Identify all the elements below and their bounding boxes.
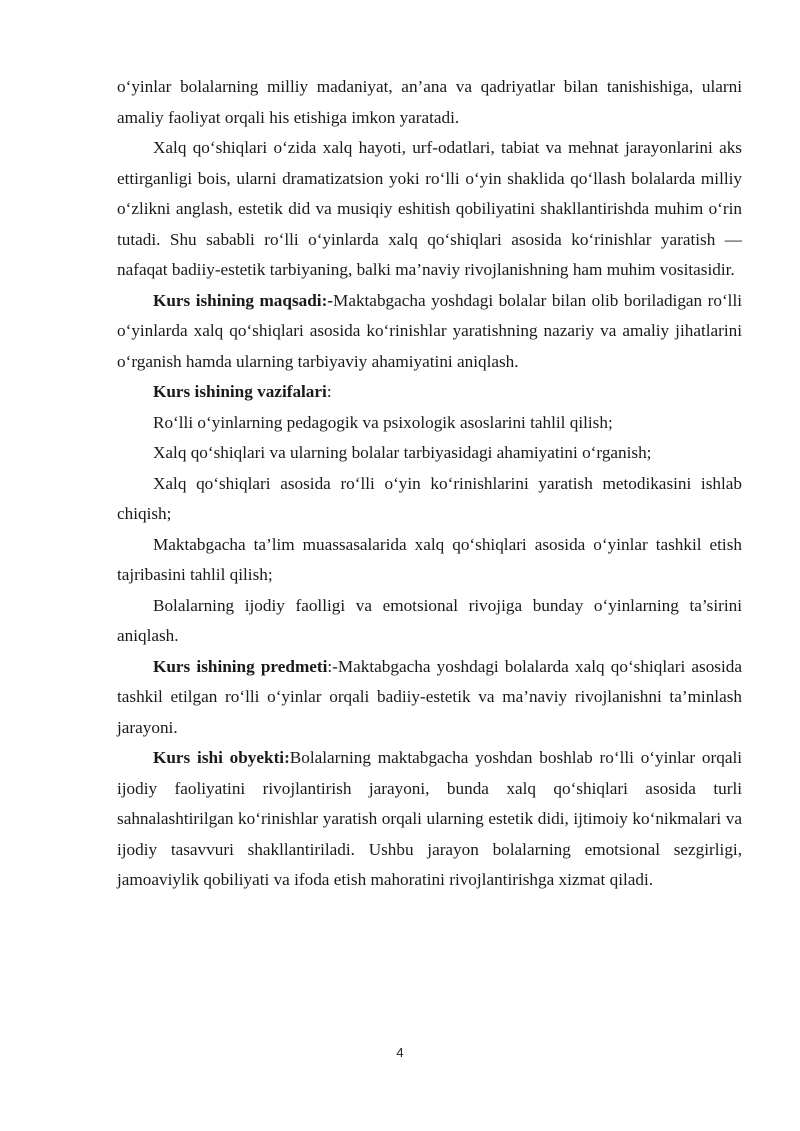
subject-heading: Kurs ishining predmeti <box>153 656 328 676</box>
task-item: Maktabgacha ta’lim muassasalarida xalq qo‘shiqlari asosida o‘yinlar tashkil etish tajribasini tahlil qilish; <box>117 534 742 584</box>
paragraph-goal <box>117 286 742 378</box>
page-number: 4 <box>396 1045 404 1060</box>
paragraph-object <box>117 743 742 896</box>
tasks-heading-colon: : <box>326 382 332 401</box>
paragraph-intro-continued: o‘yinlar bolalarning milliy madaniyat, an’ana va qadriyatlar bilan tanishishiga, ularni amaliy faoliyat orqali his etishiga imkon yaratadi. <box>117 77 742 127</box>
goal-heading: Kurs ishining maqsadi:- <box>153 290 334 310</box>
goal-text: Maktabgacha yoshdagi bolalar bilan olib boriladigan ro‘lli o‘yinlarda xalq qo‘shiqlari asosida ko‘rinishlar yaratishning nazariy va amaliy jihatlarini o‘rganish hamda ularning tarbiyaviy ahamiyatini aniqlash. <box>117 290 742 371</box>
page-body <box>117 72 742 896</box>
object-heading: Kurs ishi obyekti: <box>153 748 290 767</box>
task-item: Xalq qo‘shiqlari asosida ro‘lli o‘yin ko‘rinishlarini yaratish metodikasini ishlab chiqish; <box>117 473 742 523</box>
subject-text: :-Maktabgacha yoshdagi bolalarda xalq qo‘shiqlari asosida tashkil etilgan ro‘lli o‘yinlar orqali badiiy-estetik va ma’naviy rivojlanishni ta’minlash jarayoni. <box>117 656 742 737</box>
paragraph-tasks-heading <box>117 377 742 408</box>
tasks-heading: Kurs ishining vazifalari <box>153 382 327 401</box>
task-item: Xalq qo‘shiqlari va ularning bolalar tarbiyasidagi ahamiyatini o‘rganish; <box>153 443 652 462</box>
paragraph-folk-songs: Xalq qo‘shiqlari o‘zida xalq hayoti, urf-odatlari, tabiat va mehnat jarayonlarini aks ettirganligi bois, ularni dramatizatsion yoki ro‘lli o‘yin shaklida qo‘llash bolalarda milliy o‘zlikni anglash, estetik did va musiqiy eshitish qobiliyatini shakllantirishda muhim o‘rin tutadi. Shu sababli ro‘lli o‘yinlarda xalq qo‘shiqlari asosida ko‘rinishlar yaratish — nafaqat badiiy-estetik tarbiyaning, balki ma’naviy rivojlanishning ham muhim vositasidir. <box>117 138 742 279</box>
object-text: Bolalarning maktabgacha yoshdan boshlab ro‘lli o‘yinlar orqali ijodiy faoliyatini rivojlantirish jarayoni, bunda xalq qo‘shiqlari asosida turli sahnalashtirilgan ko‘rinishlar yaratish orqali ularning estetik didi, ijtimoiy ko‘nikmalari va ijodiy tasavvuri shakllantiriladi. Ushbu jarayon bolalarning emotsional sezgirligi, jamoaviylik qobiliyati va ifoda etish mahoratini rivojlantirishga xizmat qiladi. <box>117 748 742 889</box>
task-item: Ro‘lli o‘yinlarning pedagogik va psixologik asoslarini tahlil qilish; <box>153 412 613 432</box>
task-item: Bolalarning ijodiy faolligi va emotsional rivojiga bunday o‘yinlarning ta’sirini aniqlash. <box>117 595 742 645</box>
paragraph-subject <box>117 652 742 744</box>
